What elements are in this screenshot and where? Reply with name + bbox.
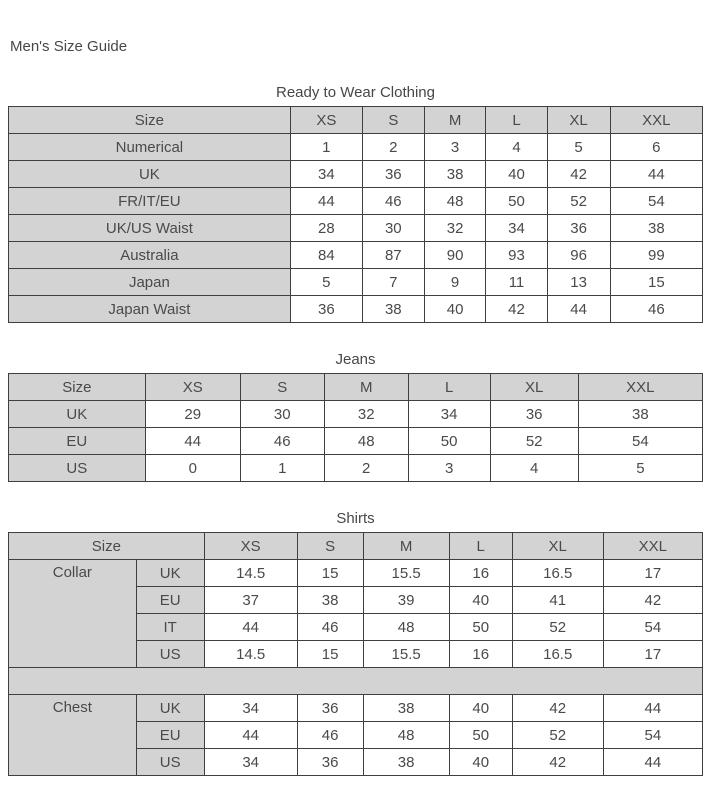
value-cell: 52 bbox=[512, 722, 603, 749]
table-row bbox=[9, 215, 703, 242]
value-cell: 5 bbox=[547, 134, 610, 161]
value-cell: 0 bbox=[145, 455, 240, 482]
value-cell: 40 bbox=[449, 749, 512, 776]
value-cell: 44 bbox=[145, 428, 240, 455]
value-cell: 15.5 bbox=[363, 560, 449, 587]
value-cell: 46 bbox=[240, 428, 324, 455]
value-cell: 38 bbox=[363, 749, 449, 776]
table-row bbox=[9, 161, 703, 188]
label-cell: S bbox=[362, 107, 424, 134]
value-cell: 15 bbox=[610, 269, 702, 296]
value-cell: 40 bbox=[449, 587, 512, 614]
value-cell: 52 bbox=[547, 188, 610, 215]
value-cell: 93 bbox=[486, 242, 547, 269]
value-cell: 50 bbox=[408, 428, 490, 455]
value-cell: 50 bbox=[449, 722, 512, 749]
table-caption: Shirts bbox=[336, 510, 375, 527]
value-cell: 40 bbox=[449, 695, 512, 722]
value-cell: 6 bbox=[610, 134, 702, 161]
value-cell: 87 bbox=[362, 242, 424, 269]
value-cell: 29 bbox=[145, 401, 240, 428]
label-cell: EU bbox=[136, 587, 204, 614]
value-cell: 54 bbox=[603, 722, 702, 749]
label-cell: Japan Waist bbox=[9, 296, 291, 323]
value-cell: 42 bbox=[512, 695, 603, 722]
value-cell: 37 bbox=[204, 587, 297, 614]
value-cell: 40 bbox=[486, 161, 547, 188]
table-row bbox=[9, 668, 703, 695]
value-cell: 34 bbox=[486, 215, 547, 242]
table-row bbox=[9, 560, 703, 587]
value-cell: 48 bbox=[324, 428, 408, 455]
value-cell: 36 bbox=[362, 161, 424, 188]
value-cell: 44 bbox=[204, 722, 297, 749]
size-table-ready-to-wear-clothing bbox=[8, 106, 703, 323]
value-cell: 17 bbox=[603, 641, 702, 668]
label-cell: Japan bbox=[9, 269, 291, 296]
label-cell: XS bbox=[204, 533, 297, 560]
size-table-jeans bbox=[8, 373, 703, 482]
table-row bbox=[9, 296, 703, 323]
value-cell: 3 bbox=[408, 455, 490, 482]
spacer-cell bbox=[9, 668, 703, 695]
value-cell: 44 bbox=[603, 695, 702, 722]
value-cell: 34 bbox=[290, 161, 362, 188]
value-cell: 28 bbox=[290, 215, 362, 242]
value-cell: 46 bbox=[297, 614, 363, 641]
label-cell: US bbox=[136, 641, 204, 668]
label-cell: UK bbox=[136, 695, 204, 722]
table-section-jeans bbox=[8, 351, 703, 482]
label-cell: XS bbox=[290, 107, 362, 134]
value-cell: 4 bbox=[486, 134, 547, 161]
label-cell: US bbox=[9, 455, 146, 482]
value-cell: 52 bbox=[490, 428, 578, 455]
value-cell: 36 bbox=[547, 215, 610, 242]
value-cell: 5 bbox=[290, 269, 362, 296]
label-cell: UK/US Waist bbox=[9, 215, 291, 242]
value-cell: 13 bbox=[547, 269, 610, 296]
value-cell: 38 bbox=[362, 296, 424, 323]
label-cell: M bbox=[424, 107, 486, 134]
value-cell: 42 bbox=[512, 749, 603, 776]
label-cell: XL bbox=[547, 107, 610, 134]
value-cell: 42 bbox=[603, 587, 702, 614]
value-cell: 1 bbox=[290, 134, 362, 161]
value-cell: 40 bbox=[424, 296, 486, 323]
value-cell: 48 bbox=[424, 188, 486, 215]
value-cell: 36 bbox=[290, 296, 362, 323]
value-cell: 17 bbox=[603, 560, 702, 587]
value-cell: 41 bbox=[512, 587, 603, 614]
label-cell: XXL bbox=[610, 107, 702, 134]
table-section-ready-to-wear-clothing bbox=[8, 84, 703, 323]
value-cell: 99 bbox=[610, 242, 702, 269]
value-cell: 1 bbox=[240, 455, 324, 482]
value-cell: 30 bbox=[240, 401, 324, 428]
value-cell: 44 bbox=[610, 161, 702, 188]
value-cell: 34 bbox=[204, 749, 297, 776]
label-cell: Chest bbox=[9, 695, 137, 776]
label-cell: S bbox=[240, 374, 324, 401]
table-row bbox=[9, 401, 703, 428]
table-caption: Jeans bbox=[335, 351, 376, 368]
value-cell: 15.5 bbox=[363, 641, 449, 668]
value-cell: 46 bbox=[297, 722, 363, 749]
label-cell: XL bbox=[490, 374, 578, 401]
table-row bbox=[9, 455, 703, 482]
label-cell: FR/IT/EU bbox=[9, 188, 291, 215]
value-cell: 15 bbox=[297, 560, 363, 587]
label-cell: L bbox=[449, 533, 512, 560]
value-cell: 42 bbox=[486, 296, 547, 323]
value-cell: 15 bbox=[297, 641, 363, 668]
value-cell: 52 bbox=[512, 614, 603, 641]
value-cell: 46 bbox=[610, 296, 702, 323]
value-cell: 44 bbox=[204, 614, 297, 641]
value-cell: 2 bbox=[362, 134, 424, 161]
value-cell: 54 bbox=[610, 188, 702, 215]
table-row bbox=[9, 533, 703, 560]
label-cell: US bbox=[136, 749, 204, 776]
value-cell: 54 bbox=[578, 428, 702, 455]
label-cell: Size bbox=[9, 533, 205, 560]
label-cell: M bbox=[363, 533, 449, 560]
value-cell: 16 bbox=[449, 641, 512, 668]
value-cell: 38 bbox=[363, 695, 449, 722]
label-cell: L bbox=[486, 107, 547, 134]
value-cell: 48 bbox=[363, 614, 449, 641]
table-row bbox=[9, 107, 703, 134]
value-cell: 42 bbox=[547, 161, 610, 188]
table-row bbox=[9, 269, 703, 296]
value-cell: 2 bbox=[324, 455, 408, 482]
value-cell: 44 bbox=[603, 749, 702, 776]
label-cell: Size bbox=[9, 107, 291, 134]
value-cell: 16.5 bbox=[512, 641, 603, 668]
value-cell: 34 bbox=[408, 401, 490, 428]
table-section-shirts bbox=[8, 510, 703, 776]
label-cell: Size bbox=[9, 374, 146, 401]
value-cell: 38 bbox=[297, 587, 363, 614]
value-cell: 38 bbox=[424, 161, 486, 188]
table-row bbox=[9, 242, 703, 269]
table-row bbox=[9, 188, 703, 215]
label-cell: EU bbox=[136, 722, 204, 749]
value-cell: 4 bbox=[490, 455, 578, 482]
label-cell: UK bbox=[9, 401, 146, 428]
label-cell: Australia bbox=[9, 242, 291, 269]
label-cell: XXL bbox=[603, 533, 702, 560]
value-cell: 14.5 bbox=[204, 560, 297, 587]
label-cell: UK bbox=[9, 161, 291, 188]
label-cell: EU bbox=[9, 428, 146, 455]
table-caption: Ready to Wear Clothing bbox=[276, 84, 435, 101]
table-row bbox=[9, 374, 703, 401]
table-row bbox=[9, 134, 703, 161]
value-cell: 14.5 bbox=[204, 641, 297, 668]
label-cell: XXL bbox=[578, 374, 702, 401]
value-cell: 34 bbox=[204, 695, 297, 722]
value-cell: 16.5 bbox=[512, 560, 603, 587]
value-cell: 44 bbox=[547, 296, 610, 323]
value-cell: 36 bbox=[297, 749, 363, 776]
label-cell: S bbox=[297, 533, 363, 560]
size-table-shirts bbox=[8, 532, 703, 776]
value-cell: 7 bbox=[362, 269, 424, 296]
value-cell: 30 bbox=[362, 215, 424, 242]
value-cell: 16 bbox=[449, 560, 512, 587]
value-cell: 54 bbox=[603, 614, 702, 641]
value-cell: 50 bbox=[449, 614, 512, 641]
value-cell: 38 bbox=[578, 401, 702, 428]
label-cell: XL bbox=[512, 533, 603, 560]
value-cell: 11 bbox=[486, 269, 547, 296]
value-cell: 36 bbox=[297, 695, 363, 722]
label-cell: IT bbox=[136, 614, 204, 641]
value-cell: 44 bbox=[290, 188, 362, 215]
value-cell: 84 bbox=[290, 242, 362, 269]
table-row bbox=[9, 695, 703, 722]
label-cell: XS bbox=[145, 374, 240, 401]
value-cell: 90 bbox=[424, 242, 486, 269]
value-cell: 50 bbox=[486, 188, 547, 215]
value-cell: 5 bbox=[578, 455, 702, 482]
table-row bbox=[9, 428, 703, 455]
value-cell: 48 bbox=[363, 722, 449, 749]
label-cell: UK bbox=[136, 560, 204, 587]
value-cell: 32 bbox=[324, 401, 408, 428]
label-cell: Numerical bbox=[9, 134, 291, 161]
label-cell: L bbox=[408, 374, 490, 401]
value-cell: 46 bbox=[362, 188, 424, 215]
label-cell: Collar bbox=[9, 560, 137, 668]
value-cell: 9 bbox=[424, 269, 486, 296]
value-cell: 32 bbox=[424, 215, 486, 242]
page-title: Men's Size Guide bbox=[10, 38, 128, 55]
value-cell: 96 bbox=[547, 242, 610, 269]
label-cell: M bbox=[324, 374, 408, 401]
value-cell: 38 bbox=[610, 215, 702, 242]
value-cell: 3 bbox=[424, 134, 486, 161]
tables-container bbox=[8, 84, 703, 776]
value-cell: 39 bbox=[363, 587, 449, 614]
value-cell: 36 bbox=[490, 401, 578, 428]
